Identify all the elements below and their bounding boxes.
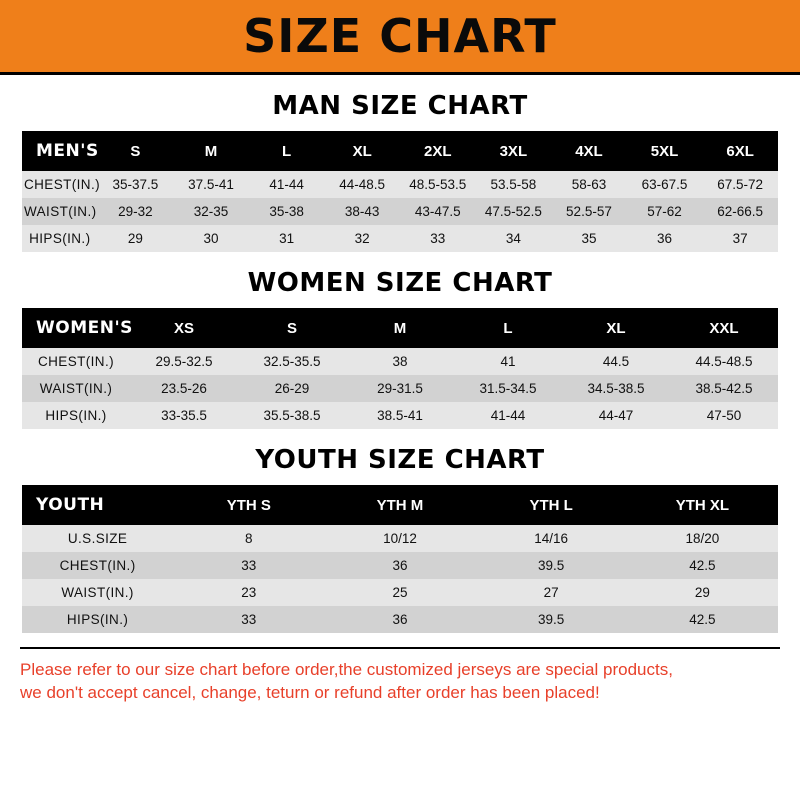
men-row-label: WAIST(IN.)	[22, 198, 98, 225]
table-row	[22, 525, 778, 552]
youth-section-title: YOUTH SIZE CHART	[255, 445, 545, 475]
women-section	[0, 268, 800, 429]
youth-column-header: YTH S	[173, 485, 324, 525]
youth-row-label-header: YOUTH	[22, 485, 173, 525]
youth-cell: 8	[173, 525, 324, 552]
youth-row-label: CHEST(IN.)	[22, 552, 173, 579]
men-column-header: 4XL	[551, 131, 627, 171]
men-cell: 58-63	[551, 171, 627, 198]
women-cell: 34.5-38.5	[562, 375, 670, 402]
table-row	[22, 348, 778, 375]
youth-cell: 14/16	[476, 525, 627, 552]
youth-cell: 36	[324, 552, 475, 579]
women-row-label: WAIST(IN.)	[22, 375, 130, 402]
men-section-title: MAN SIZE CHART	[272, 91, 528, 121]
table-row	[22, 606, 778, 633]
youth-cell: 25	[324, 579, 475, 606]
men-size-table	[22, 131, 778, 252]
men-cell: 35	[551, 225, 627, 252]
women-size-table	[22, 308, 778, 429]
men-cell: 37	[702, 225, 778, 252]
table-row	[22, 375, 778, 402]
women-column-header: L	[454, 308, 562, 348]
men-cell: 43-47.5	[400, 198, 476, 225]
youth-section	[0, 445, 800, 633]
page-title: SIZE CHART	[243, 9, 557, 63]
men-cell: 33	[400, 225, 476, 252]
women-cell: 23.5-26	[130, 375, 238, 402]
women-table-body	[22, 348, 778, 429]
men-cell: 53.5-58	[476, 171, 552, 198]
youth-table-head	[22, 485, 778, 525]
men-table-head	[22, 131, 778, 171]
women-column-header: XXL	[670, 308, 778, 348]
women-cell: 38	[346, 348, 454, 375]
men-cell: 31	[249, 225, 325, 252]
men-column-header: 2XL	[400, 131, 476, 171]
youth-table-body	[22, 525, 778, 633]
table-row	[22, 402, 778, 429]
women-cell: 41	[454, 348, 562, 375]
youth-cell: 33	[173, 606, 324, 633]
men-column-header: 5XL	[627, 131, 703, 171]
youth-cell: 42.5	[627, 606, 778, 633]
men-column-header: 3XL	[476, 131, 552, 171]
men-cell: 38-43	[324, 198, 400, 225]
men-cell: 34	[476, 225, 552, 252]
youth-cell: 23	[173, 579, 324, 606]
men-cell: 32	[324, 225, 400, 252]
men-column-header: XL	[324, 131, 400, 171]
women-column-header: XL	[562, 308, 670, 348]
youth-column-header: YTH L	[476, 485, 627, 525]
women-cell: 32.5-35.5	[238, 348, 346, 375]
women-table-head	[22, 308, 778, 348]
footer-note-line-1: Please refer to our size chart before order,the customized jerseys are special products,	[20, 660, 673, 679]
men-cell: 36	[627, 225, 703, 252]
men-row-label: CHEST(IN.)	[22, 171, 98, 198]
men-column-header: L	[249, 131, 325, 171]
women-cell: 44.5	[562, 348, 670, 375]
women-section-title: WOMEN SIZE CHART	[247, 268, 553, 298]
women-cell: 35.5-38.5	[238, 402, 346, 429]
men-column-header: M	[173, 131, 249, 171]
women-cell: 44-47	[562, 402, 670, 429]
women-column-header: M	[346, 308, 454, 348]
youth-cell: 18/20	[627, 525, 778, 552]
youth-cell: 10/12	[324, 525, 475, 552]
women-column-header: S	[238, 308, 346, 348]
women-cell: 44.5-48.5	[670, 348, 778, 375]
men-row-label: HIPS(IN.)	[22, 225, 98, 252]
youth-row-label: HIPS(IN.)	[22, 606, 173, 633]
youth-cell: 33	[173, 552, 324, 579]
youth-column-header: YTH M	[324, 485, 475, 525]
women-cell: 29-31.5	[346, 375, 454, 402]
youth-cell: 39.5	[476, 552, 627, 579]
table-row	[22, 552, 778, 579]
men-cell: 41-44	[249, 171, 325, 198]
youth-size-table	[22, 485, 778, 633]
women-header-row	[22, 308, 778, 348]
youth-cell: 27	[476, 579, 627, 606]
youth-cell: 42.5	[627, 552, 778, 579]
men-cell: 63-67.5	[627, 171, 703, 198]
women-cell: 41-44	[454, 402, 562, 429]
men-cell: 35-38	[249, 198, 325, 225]
men-cell: 32-35	[173, 198, 249, 225]
men-header-row	[22, 131, 778, 171]
youth-cell: 29	[627, 579, 778, 606]
men-cell: 30	[173, 225, 249, 252]
youth-header-row	[22, 485, 778, 525]
table-row	[22, 198, 778, 225]
men-cell: 62-66.5	[702, 198, 778, 225]
men-cell: 29	[98, 225, 174, 252]
men-section	[0, 91, 800, 252]
women-column-header: XS	[130, 308, 238, 348]
women-row-label: HIPS(IN.)	[22, 402, 130, 429]
footer-note-line-2: we don't accept cancel, change, teturn or refund after order has been placed!	[20, 682, 600, 702]
women-cell: 31.5-34.5	[454, 375, 562, 402]
youth-column-header: YTH XL	[627, 485, 778, 525]
footer-note	[20, 647, 780, 705]
men-row-label-header: MEN'S	[22, 131, 98, 171]
youth-row-label: U.S.SIZE	[22, 525, 173, 552]
youth-cell: 39.5	[476, 606, 627, 633]
youth-row-label: WAIST(IN.)	[22, 579, 173, 606]
women-cell: 33-35.5	[130, 402, 238, 429]
table-row	[22, 171, 778, 198]
women-cell: 47-50	[670, 402, 778, 429]
women-cell: 26-29	[238, 375, 346, 402]
men-cell: 48.5-53.5	[400, 171, 476, 198]
men-cell: 57-62	[627, 198, 703, 225]
men-cell: 29-32	[98, 198, 174, 225]
men-table-body	[22, 171, 778, 252]
women-row-label: CHEST(IN.)	[22, 348, 130, 375]
women-cell: 38.5-42.5	[670, 375, 778, 402]
banner	[0, 0, 800, 75]
men-cell: 47.5-52.5	[476, 198, 552, 225]
men-cell: 67.5-72	[702, 171, 778, 198]
women-cell: 38.5-41	[346, 402, 454, 429]
youth-cell: 36	[324, 606, 475, 633]
table-row	[22, 225, 778, 252]
men-column-header: 6XL	[702, 131, 778, 171]
women-cell: 29.5-32.5	[130, 348, 238, 375]
men-cell: 52.5-57	[551, 198, 627, 225]
table-row	[22, 579, 778, 606]
men-cell: 37.5-41	[173, 171, 249, 198]
men-cell: 44-48.5	[324, 171, 400, 198]
women-row-label-header: WOMEN'S	[22, 308, 130, 348]
men-cell: 35-37.5	[98, 171, 174, 198]
men-column-header: S	[98, 131, 174, 171]
